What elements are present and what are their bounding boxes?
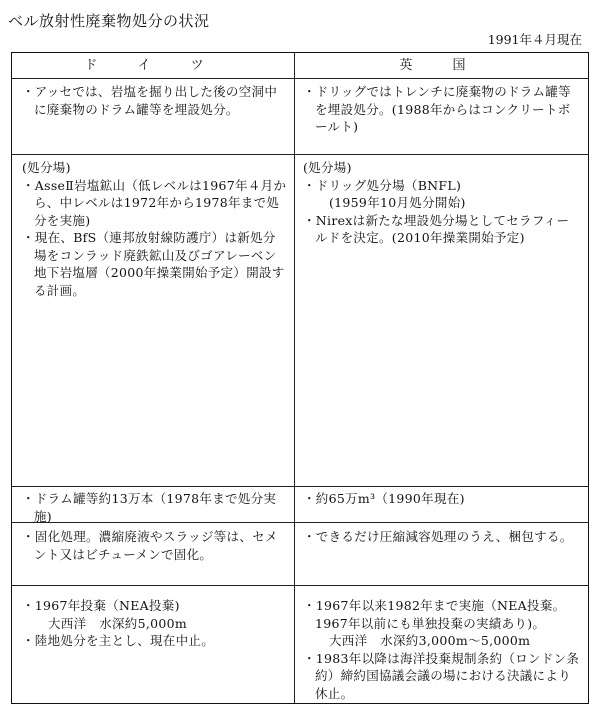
cell-germany-treatment <box>22 528 287 563</box>
header-germany: ド イ ツ <box>84 58 222 73</box>
list-item: ・約65万m³（1990年現在) <box>303 491 465 506</box>
comparison-table <box>11 52 589 704</box>
list-item: ・現在、BfS（連邦放射線防護庁）は新処分場をコンラッド廃鉄鉱山及びゴアレーベン地下岩塩層（2000年操業開始予定）開設する計画。 <box>22 230 285 298</box>
cell-uk-ocean <box>303 597 581 702</box>
cell-germany-ocean <box>22 597 287 650</box>
cell-uk-treatment <box>303 528 581 546</box>
list-item: ・できるだけ圧縮減容処理のうえ、梱包する。 <box>303 529 573 544</box>
list-item: ・固化処理。濃縮廃液やスラッジ等は、セメント又はビチューメンで固化。 <box>22 529 278 562</box>
cell-uk-site <box>303 159 581 247</box>
row-divider <box>12 585 588 586</box>
cell-germany-amount <box>22 490 287 525</box>
row-divider <box>12 78 588 79</box>
cell-germany-site <box>22 159 287 299</box>
section-label: (処分場) <box>303 160 352 175</box>
list-item: ・陸地処分を主とし、現在中止。 <box>22 633 215 648</box>
list-item: ・1983年以降は海洋投棄規制条約（ロンドン条約）締約国協議会議の場における決議により休止。 <box>303 650 580 701</box>
list-item: ・AsseⅡ岩塩鉱山（低レベルは1967年４月から、中レベルは1972年から1978年まで処分を実施) <box>22 177 287 228</box>
column-divider <box>294 53 295 703</box>
list-item: ・ドリッグではトレンチに廃棄物のドラム罐等を埋設処分。(1988年からはコンクリートボールト) <box>303 84 571 134</box>
cell-germany-method <box>22 83 287 118</box>
header-uk: 英 国 <box>399 58 484 73</box>
list-item-note: 大西洋 水深約5,000m <box>48 615 188 631</box>
list-item: ・1967年以来1982年まで実施（NEA投棄。1967年以前にも単独投棄の実績あり)。 <box>303 598 566 631</box>
list-item: ・ドリッグ処分場（BNFL) <box>303 177 462 193</box>
row-divider <box>12 486 588 487</box>
list-item: ・1967年投棄（NEA投棄) <box>22 598 180 613</box>
list-item: ・アッセでは、岩塩を掘り出した後の空洞中に廃棄物のドラム罐等を埋設処分。 <box>22 84 278 117</box>
section-label: (処分場) <box>22 160 71 175</box>
list-item: ・Nirexは新たな埋設処分場としてセラフィールドを決定。(2010年操業開始予定) <box>303 212 570 245</box>
list-item-note: 大西洋 水深約3,000m～5,000m <box>329 633 531 648</box>
page-title: ベル放射性廃棄物処分の状況 <box>8 12 210 30</box>
cell-uk-amount <box>303 490 581 508</box>
list-item: ・ドラム罐等約13万本（1978年まで処分実施) <box>22 491 277 524</box>
row-divider <box>12 154 588 155</box>
list-item-note: (1959年10月処分開始) <box>329 195 466 210</box>
date-note: 1991年４月現在 <box>487 32 582 47</box>
cell-uk-method <box>303 83 581 136</box>
